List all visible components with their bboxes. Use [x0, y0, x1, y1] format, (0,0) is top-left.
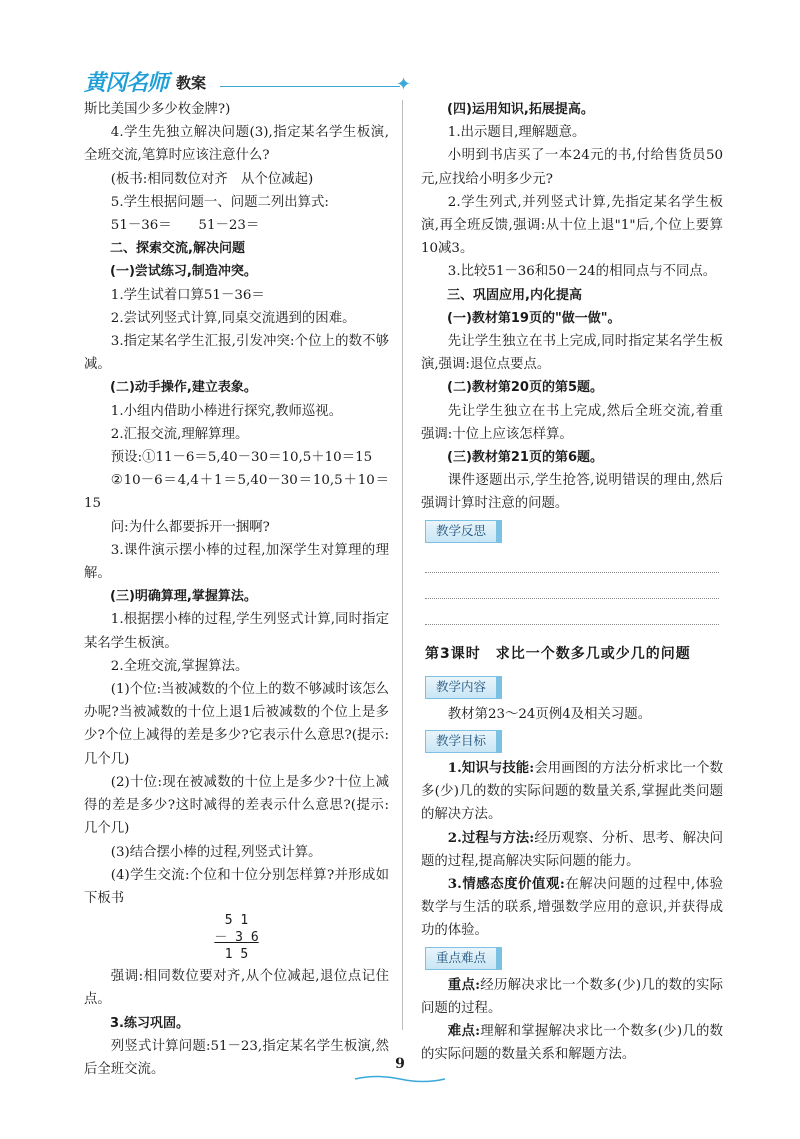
- paragraph: 4.学生先独立解决问题(3),指定某名学生板演,全班交流,笔算时应该注意什么?: [84, 125, 389, 164]
- paragraph: 5.学生根据问题一、问题二列出算式:: [110, 194, 329, 210]
- goal-item: [421, 827, 723, 873]
- goal-text: 会用画图的方法分析求比一个数多(少)几的数的实际问题的数量关系,掌握此类问题的解决方法。: [421, 761, 724, 823]
- vertical-subtraction: [84, 912, 389, 963]
- page-number-wave: [350, 1074, 450, 1084]
- paragraph: 列竖式计算问题:51－23,指定某名学生板演,然后全班交流。: [84, 1038, 389, 1077]
- paragraph: 2.汇报交流,理解算理。: [110, 426, 249, 442]
- paragraph: (板书:相同数位对齐 从个位减起): [110, 171, 314, 187]
- goal-item: [421, 873, 723, 943]
- paragraph: 2.学生列式,并列竖式计算,先指定某名学生板演,再全班反馈,强调:从十位上退"1"后,个位上要算10减3。: [421, 194, 723, 257]
- key-item: [421, 1020, 723, 1066]
- paragraph: (3)结合摆小棒的过程,列竖式计算。: [110, 844, 322, 860]
- section-heading: 3.练习巩固。: [110, 1015, 189, 1031]
- blank-line: [425, 602, 719, 625]
- right-column: [421, 98, 723, 1067]
- brand-subtitle: 教案: [176, 74, 207, 92]
- paragraph: 3.比较51－36和50－24的相同点与不同点。: [447, 264, 717, 280]
- paragraph: 先让学生独立在书上完成,同时指定某名学生板演,强调:退位点要点。: [421, 334, 723, 373]
- paragraph: 教材第23～24页例4及相关习题。: [447, 706, 652, 722]
- section-heading: (二)动手操作,建立表象。: [110, 380, 257, 396]
- calc-minuend: 5 1: [224, 913, 249, 929]
- paragraph: 1.根据摆小棒的过程,学生列竖式计算,同时指定某名学生板演。: [84, 612, 389, 651]
- brand-logo: 黄冈名师: [84, 71, 169, 96]
- blank-line: [425, 550, 719, 573]
- goal-label: 1.知识与技能:: [447, 760, 535, 777]
- section-heading: (二)教材第20页的第5题。: [447, 380, 604, 396]
- paragraph: 1.小组内借助小棒进行探究,教师巡视。: [110, 403, 343, 419]
- section-heading: (三)明确算理,掌握算法。: [110, 589, 257, 605]
- paragraph: (1)个位:当被减数的个位上的数不够减时该怎么办呢?当被减数的十位上退1后被减数的个位上是多少?个位上减得的差是多少?它表示什么意思?(提示:几个几): [84, 682, 389, 767]
- section-heading: 二、探索交流,解决问题: [110, 241, 245, 257]
- paragraph: 2.全班交流,掌握算法。: [110, 658, 249, 674]
- section-heading: (四)运用知识,拓展提高。: [447, 102, 594, 117]
- paragraph: 问:为什么都要拆开一捆啊?: [110, 519, 270, 535]
- blank-line: [425, 576, 719, 599]
- calc-difference: 1 5: [224, 947, 249, 963]
- section-heading: (一)尝试练习,制造冲突。: [110, 264, 257, 280]
- tag-teaching-content: 教学内容: [425, 676, 502, 699]
- paragraph: ②10－6＝4,4＋1＝5,40－30＝10,5＋10＝15: [84, 473, 389, 512]
- section-heading: (一)教材第19页的"做一做"。: [447, 310, 621, 326]
- column-divider: [402, 100, 403, 1030]
- goal-text: 经历观察、分析、思考、解决问题的过程,提高解决实际问题的能力。: [421, 830, 724, 869]
- tag-teaching-goals: 教学目标: [425, 730, 502, 753]
- page-header: [84, 64, 724, 100]
- lesson-title: 第3课时 求比一个数多几或少几的问题: [425, 645, 691, 662]
- key-item: [421, 974, 723, 1020]
- key-label: 难点:: [447, 1023, 481, 1040]
- paragraph: 小明到书店买了一本24元的书,付给售货员50元,应找给小明多少元?: [421, 148, 723, 187]
- paragraph: 3.指定某名学生汇报,引发冲突:个位上的数不够减。: [84, 334, 389, 373]
- paragraph: 先让学生独立在书上完成,然后全班交流,着重强调:十位上应该怎样算。: [421, 403, 723, 442]
- tag-teaching-reflection: 教学反思: [425, 520, 502, 543]
- paragraph: 课件逐题出示,学生抢答,说明错误的理由,然后强调计算时注意的问题。: [421, 473, 723, 512]
- left-column: [84, 98, 389, 1081]
- paragraph: 1.出示题目,理解题意。: [447, 125, 586, 141]
- paragraph: 斯比美国少多少枚金牌?): [84, 102, 231, 117]
- paragraph: 51－36＝ 51－23＝: [110, 218, 260, 234]
- goal-label: 2.过程与方法:: [447, 829, 535, 846]
- paragraph: 2.尝试列竖式计算,同桌交流遇到的困难。: [110, 310, 356, 326]
- section-heading: 三、巩固应用,内化提高: [447, 287, 582, 303]
- paragraph: 预设:①11－6＝5,40－30＝10,5＋10＝15: [110, 450, 373, 466]
- tag-key-points: 重点难点: [425, 947, 502, 970]
- paragraph: (4)学生交流:个位和十位分别怎样算?并形成如下板书: [84, 867, 389, 906]
- page-number: 9: [395, 1056, 405, 1072]
- key-text: 经历解决求比一个数多(少)几的数的实际问题的过程。: [421, 977, 723, 1016]
- key-text: 理解和掌握解决求比一个数多(少)几的数的实际问题的数量关系和解题方法。: [421, 1024, 723, 1063]
- paragraph: 1.学生试着口算51－36＝: [110, 287, 265, 303]
- goal-text: 在解决问题的过程中,体验数学与生活的联系,增强数学应用的意识,并获得成功的体验。: [421, 877, 724, 939]
- paragraph: 3.课件演示摆小棒的过程,加深学生对算理的理解。: [84, 542, 389, 582]
- goal-label: 3.情感态度价值观:: [447, 876, 565, 893]
- calc-subtrahend: － 3 6: [214, 930, 259, 946]
- paragraph: (2)十位:现在被减数的十位上是多少?十位上减得的差是多少?这时减得的差表示什么意思?(提示:几个几): [84, 774, 389, 837]
- header-rule: [220, 86, 400, 87]
- section-heading: (三)教材第21页的第6题。: [447, 450, 604, 466]
- sparkle-icon: ✦: [396, 74, 412, 95]
- paragraph: 强调:相同数位要对齐,从个位减起,退位点记住点。: [84, 969, 389, 1008]
- key-label: 重点:: [447, 976, 481, 993]
- goal-item: [421, 757, 723, 827]
